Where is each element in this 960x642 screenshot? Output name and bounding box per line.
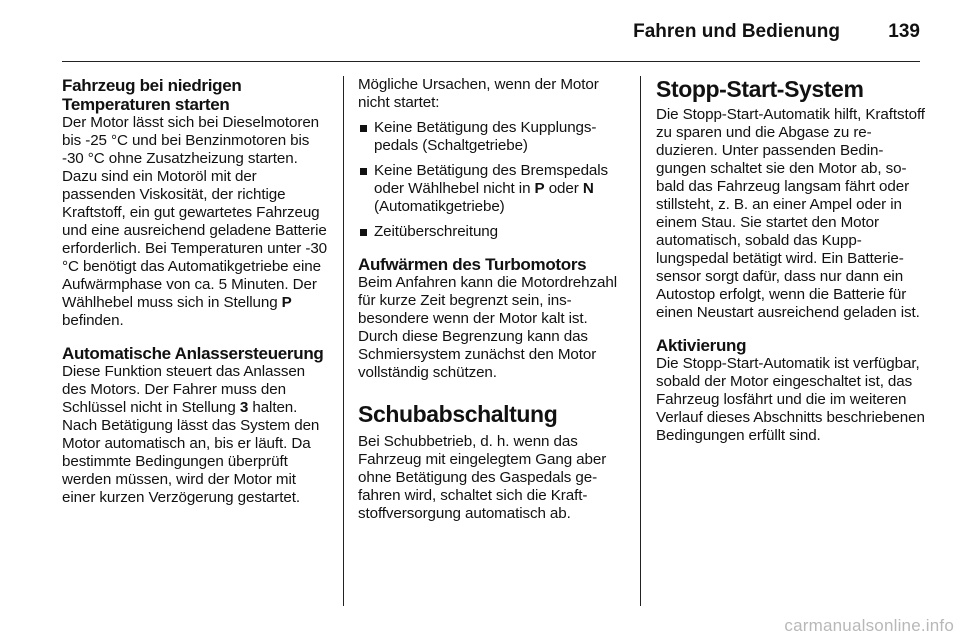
text-run: Diese Funktion steuert das Anlassen des Motors. Der Fahrer muss den Schlüssel nicht in Stellung	[62, 363, 306, 416]
section-heading-activation: Aktivierung	[656, 336, 747, 355]
bullet-square-icon	[360, 125, 367, 132]
page-header	[62, 0, 920, 60]
text-run: befinden.	[62, 312, 124, 329]
list-item	[358, 119, 626, 155]
column-2	[358, 76, 626, 523]
text-run: oder	[544, 180, 583, 197]
list-item-text: Keine Betätigung des Kupplungspedals (Schaltgetriebe)	[374, 119, 597, 154]
stop-start-paragraph: Die Stopp-Start-Automatik hilft, Kraftstoff zu sparen und die Abgase zu reduzieren. Unter passenden Bedingungen schaltet sie den Motor ab, sobald das Fahrzeug langsam fährt oder stillsteht, z. B. an einer Ampel oder in einem Stau. Sie startet den Motor automatisch, sobald das Kupplungspedal betätigt wird. Ein Batteriesensor sorgt dafür, dass nur dann ein Autostop erfolgt, wenn die Batterie für einen Neustart ausreichend geladen ist.	[656, 106, 925, 321]
turbo-warmup-paragraph: Beim Anfahren kann die Motordrehzahl für kurze Zeit begrenzt sein, insbesondere wenn der Motor kalt ist. Durch diese Begrenzung kann das Schmiersystem zunächst den Motor vollständig schützen.	[358, 274, 617, 381]
section-heading-cold-start: Fahrzeug bei niedrigen Temperaturen starten	[62, 76, 242, 114]
bold-text-run: P	[534, 180, 545, 197]
causes-intro: Mögliche Ursachen, wenn der Motor nicht startet:	[358, 76, 599, 111]
column-1	[62, 76, 330, 507]
bold-text-run: P	[281, 294, 292, 311]
bold-text-run: 3	[239, 399, 249, 416]
column-3	[656, 76, 926, 445]
text-run: Der Motor lässt sich bei Dieselmotoren bis -25 °C und bei Benzinmotoren bis -30 °C ohne Zusatzheizung starten. Dazu sind ein Motoröl mit der passenden Viskosität, der richtige Kraftstoff, ein gut gewartetes Fahrzeug und eine ausreichend geladene Batterie erforderlich. Bei Temperaturen unter -30 °C benötigt das Automatikgetriebe eine Aufwärmphase von ca. 5 Minuten. Der Wählhebel muss sich in Stellung	[62, 114, 328, 311]
watermark: carmanualsonline.info	[784, 616, 954, 635]
header-divider	[62, 61, 920, 62]
column-divider-2	[640, 76, 641, 606]
text-run: (Automatikgetriebe)	[374, 198, 505, 215]
activation-paragraph: Die Stopp-Start-Automatik ist verfügbar, sobald der Motor eingeschaltet ist, das Fahrzeug losfährt und die im weiteren Verlauf dieses Abschnitts beschriebenen Bedingungen erfüllt sind.	[656, 355, 925, 444]
column-divider-1	[343, 76, 344, 606]
list-item	[358, 162, 626, 216]
list-item	[358, 223, 626, 241]
page-number: 139	[888, 21, 920, 42]
auto-starter-paragraph	[62, 363, 330, 507]
header-title: Fahren und Bedienung	[633, 21, 840, 42]
fuel-cutoff-paragraph: Bei Schubbetrieb, d. h. wenn das Fahrzeug mit eingelegtem Gang aber ohne Betätigung des Gaspedals gefahren wird, schaltet sich die Kraftstoffversorgung automatisch ab.	[358, 433, 607, 522]
list-item-text: Keine Betätigung des Bremspedals oder Wählhebel nicht in	[374, 162, 609, 197]
section-heading-auto-starter: Automatische Anlassersteuerung	[62, 344, 324, 363]
causes-list	[358, 119, 626, 241]
cold-start-paragraph	[62, 114, 330, 330]
bullet-square-icon	[360, 168, 367, 175]
section-heading-fuel-cutoff: Schubabschaltung	[358, 401, 558, 427]
section-heading-stop-start: Stopp-Start-System	[656, 76, 864, 102]
bold-text-run: N	[582, 180, 594, 197]
list-item-text: Zeitüberschreitung	[374, 223, 498, 240]
bullet-square-icon	[360, 229, 367, 236]
section-heading-turbo-warmup: Aufwärmen des Turbomotors	[358, 255, 587, 274]
text-run: halten. Nach Betätigung lässt das System den Motor automatisch an, bis er läuft. Da bestimmte Bedingungen überprüft werden müssen, wird der Motor mit einer kurzen Verzögerung gestartet.	[62, 399, 320, 506]
